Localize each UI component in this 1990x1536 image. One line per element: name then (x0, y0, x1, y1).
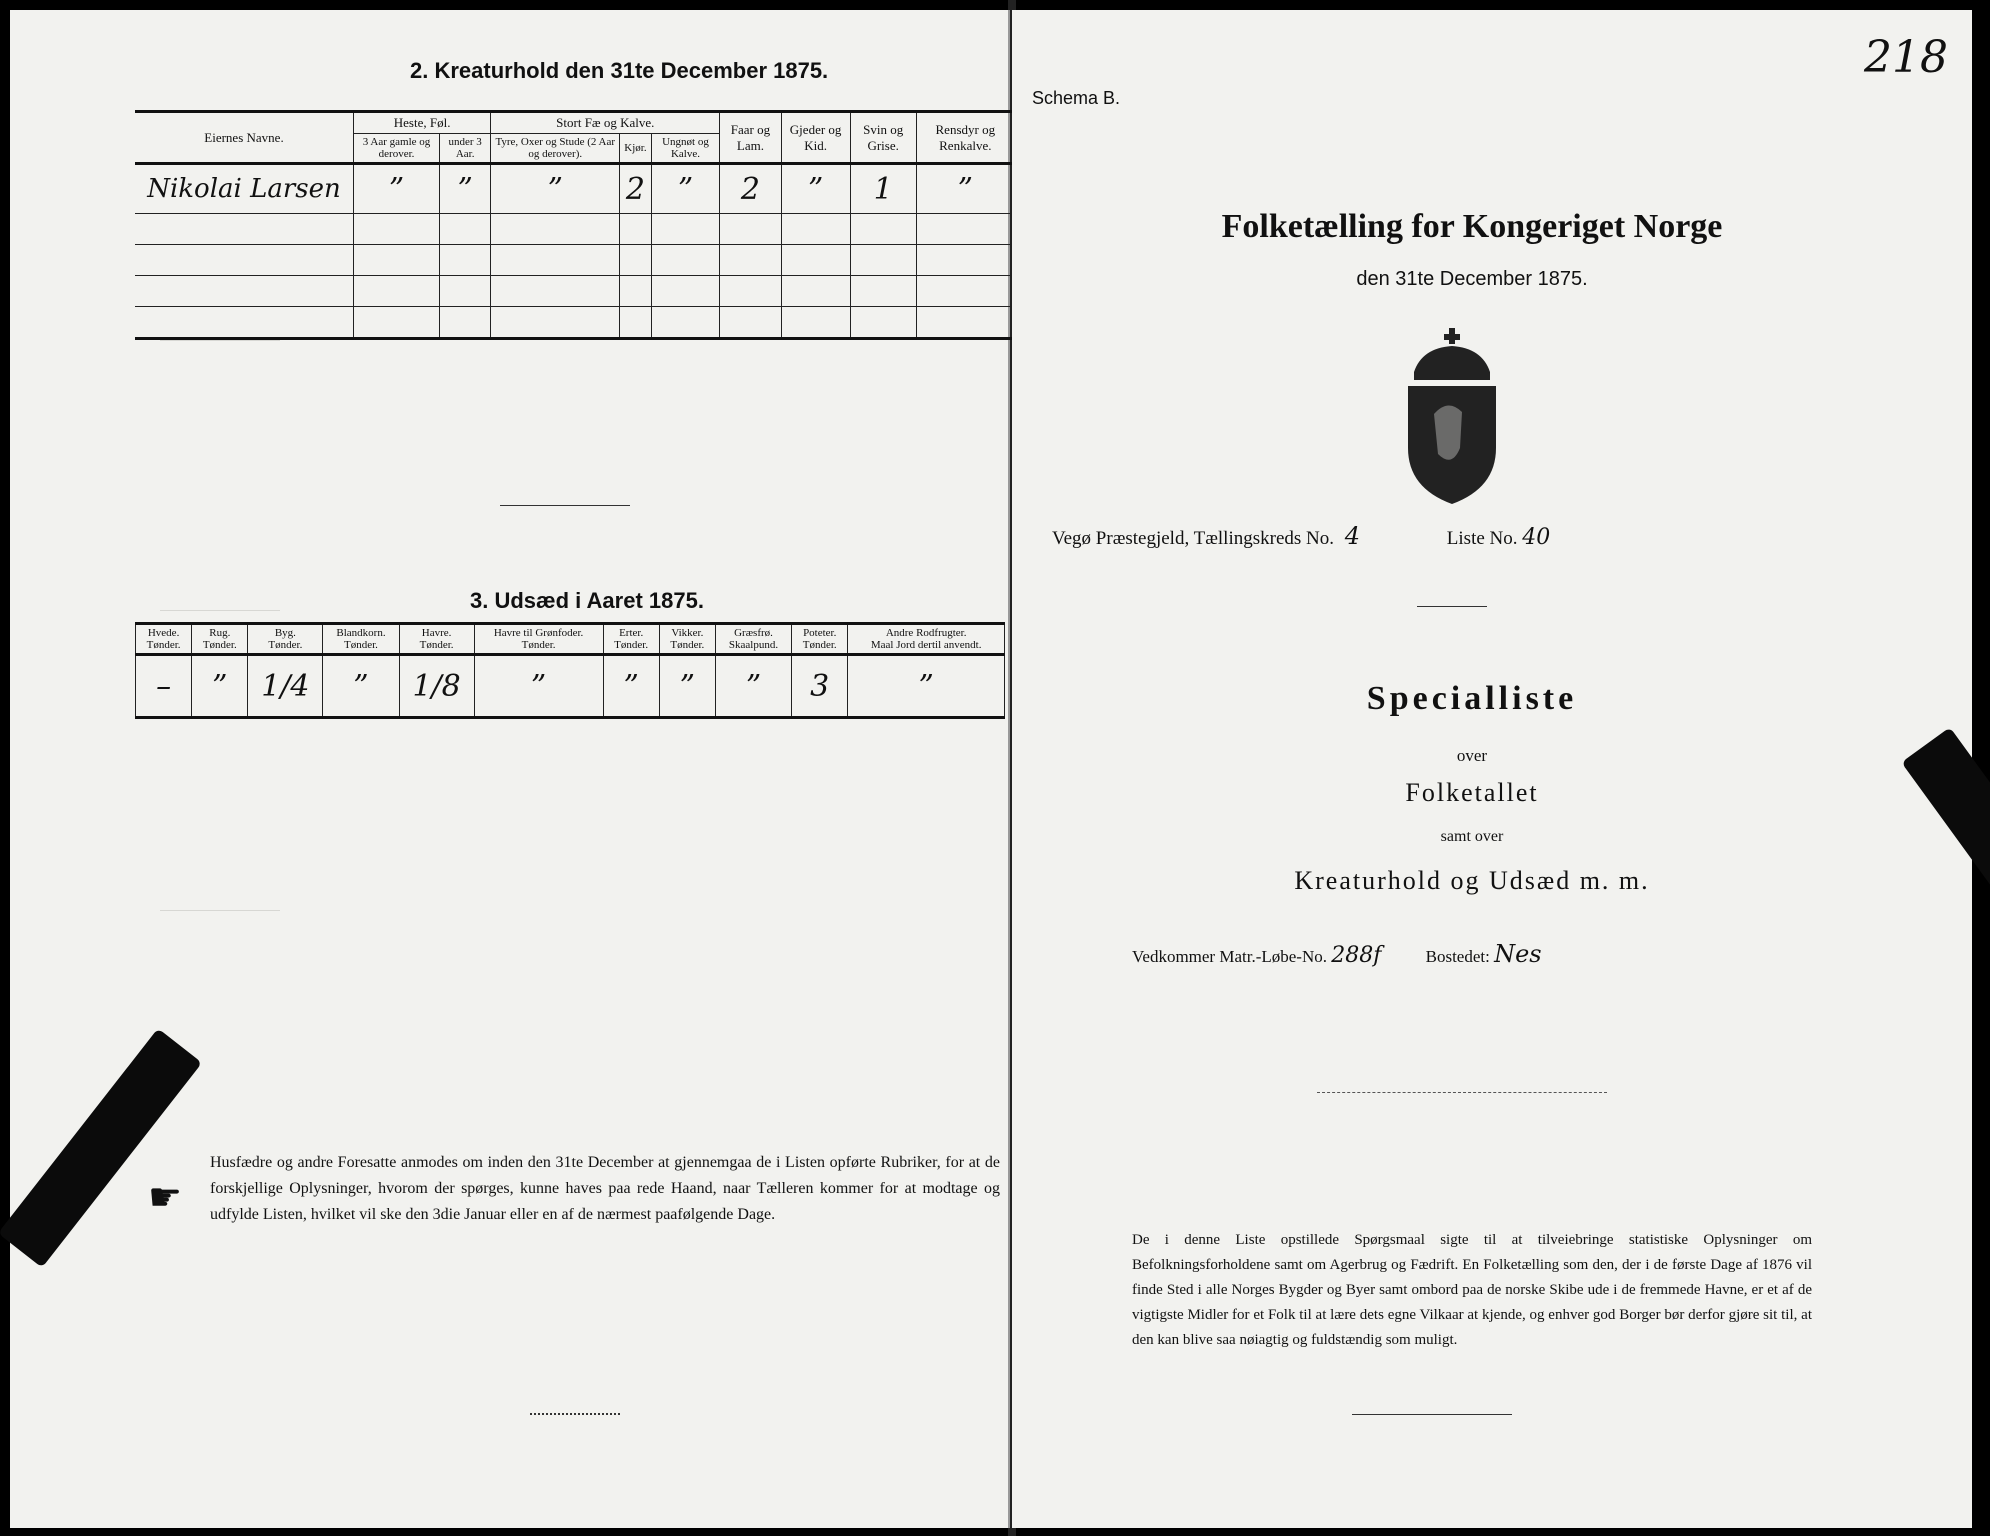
table-row (135, 276, 1015, 307)
havre-value: 1/8 (399, 655, 474, 718)
faar-value: 2 (720, 164, 781, 214)
rensdyr-header: Rensdyr og Renkalve. (916, 112, 1014, 164)
svin-value: 1 (850, 164, 916, 214)
havre-header: Havre. Tønder. (399, 624, 474, 655)
matr-label: Vedkommer Matr.-Løbe-No. (1132, 947, 1327, 966)
byg-value: 1/4 (248, 655, 323, 718)
page-number: 218 (1864, 32, 1948, 83)
tyre-value: ” (491, 164, 620, 214)
owner-header: Eiernes Navne. (135, 112, 354, 164)
blandkorn-value: ” (323, 655, 399, 718)
divider (1317, 1092, 1607, 1093)
divider (1352, 1414, 1512, 1415)
erter-value: ” (603, 655, 659, 718)
vikker-header: Vikker. Tønder. (659, 624, 715, 655)
stort-fae-group-header: Stort Fæ og Kalve. (491, 112, 720, 134)
havre-gronfoder-value: ” (474, 655, 603, 718)
erter-header: Erter. Tønder. (603, 624, 659, 655)
divider (1417, 606, 1487, 607)
schema-label: Schema B. (1032, 88, 1121, 108)
heste-gamle-value: ” (354, 164, 440, 214)
folketallet-label: Folketallet (1405, 778, 1539, 807)
heste-under-header: under 3 Aar. (440, 134, 491, 164)
main-title: Folketælling for Kongeriget Norge (1221, 208, 1723, 245)
date-subtitle: den 31te December 1875. (1356, 268, 1588, 290)
heste-under-value: ” (440, 164, 491, 214)
table-row (135, 164, 1015, 214)
table-row (135, 245, 1015, 276)
livestock-table (135, 110, 1015, 340)
district-line (1052, 522, 1550, 550)
rensdyr-value: ” (916, 164, 1014, 214)
owner-name: Nikolai Larsen (135, 164, 354, 214)
table-row (136, 655, 1005, 718)
tyre-header: Tyre, Oxer og Stude (2 Aar og derover). (491, 134, 620, 164)
bosted-value: Nes (1494, 940, 1542, 968)
rug-value: ” (192, 655, 248, 718)
poteter-header: Poteter. Tønder. (792, 624, 848, 655)
bleed-through-line (160, 610, 280, 611)
hvede-header: Hvede. Tønder. (136, 624, 192, 655)
section2-title: 2. Kreaturhold den 31te December 1875. (410, 58, 829, 83)
table-row (135, 307, 1015, 339)
hvede-value: – (136, 655, 192, 718)
faar-header: Faar og Lam. (720, 112, 781, 164)
pointing-hand-icon: ☛ (148, 1177, 183, 1219)
kjoer-header: Kjør. (620, 134, 651, 164)
divider (500, 505, 630, 506)
notice-text: Husfædre og andre Foresatte anmodes om inden den 31te December at gjennemgaa de i Listen opførte Rubriker, for at de forskjellige Oplysninger, hvorom der spørges, kunne haves paa rede Haand, naar Tælleren kommer for at modtage og udfylde Listen, hvilket vil ske den 3die Januar eller en af de nærmest paafølgende Dage. (210, 1154, 1000, 1223)
bleed-through-line (160, 340, 280, 341)
right-page (1012, 10, 1972, 1528)
heste-gamle-header: 3 Aar gamle og derover. (354, 134, 440, 164)
rug-header: Rug. Tønder. (192, 624, 248, 655)
seed-table (135, 622, 1005, 719)
liste-number: 40 (1522, 525, 1551, 550)
havre-gronfoder-header: Havre til Grønfoder. Tønder. (474, 624, 603, 655)
divider (530, 1413, 620, 1415)
kjoer-value: 2 (620, 164, 651, 214)
table-row (135, 214, 1015, 245)
bleed-through-line (160, 910, 280, 911)
vikker-value: ” (659, 655, 715, 718)
section3-title: 3. Udsæd i Aaret 1875. (470, 588, 704, 613)
graesfro-value: ” (715, 655, 791, 718)
liste-label: Liste No. (1446, 528, 1518, 549)
andre-rodfrugter-header: Andre Rodfrugter. Maal Jord dertil anvendt. (848, 624, 1005, 655)
specialliste-title: Specialliste (1366, 680, 1578, 717)
district-prefix: Vegø Præstegjeld, Tællingskreds No. (1052, 528, 1335, 549)
poteter-value: 3 (792, 655, 848, 718)
samt-over-label: samt over (1440, 828, 1504, 845)
andre-rodfrugter-value: ” (848, 655, 1005, 718)
ungnot-value: ” (651, 164, 720, 214)
intro-paragraph: De i denne Liste opstillede Spørgsmaal sigte til at tilveiebringe statistiske Oplysninger om Befolkningsforholdene samt om Agerbrug og Fædrift. En Folketælling som den, der i de første Dage af 1876 vil finde Sted i alle Norges Bygder og Byer samt ombord paa de norske Skibe ude i de fremmede Havne, er et af de vigtigste Midler for et Folk til at lære dets egne Vilkaar at kjende, og enhver god Borger bør derfor gjøre sit til, at den kan blive saa nøiagtig og fuldstændig som muligt. (1132, 1232, 1812, 1348)
svin-header: Svin og Grise. (850, 112, 916, 164)
graesfro-header: Græsfrø. Skaalpund. (715, 624, 791, 655)
left-page (10, 10, 1010, 1528)
heste-group-header: Heste, Føl. (354, 112, 491, 134)
matr-number: 288f (1331, 943, 1382, 968)
page-clamp (0, 1028, 202, 1267)
ungnot-header: Ungnøt og Kalve. (651, 134, 720, 164)
norwegian-coat-of-arms-icon (1392, 328, 1512, 508)
matr-line (1132, 940, 1542, 968)
kreaturhold-label: Kreaturhold og Udsæd m. m. (1294, 866, 1650, 895)
byg-header: Byg. Tønder. (248, 624, 323, 655)
kreds-number: 4 (1344, 522, 1361, 550)
page-clamp (1901, 727, 1990, 973)
over-label: over (1456, 746, 1488, 765)
blandkorn-header: Blandkorn. Tønder. (323, 624, 399, 655)
gjeder-value: ” (781, 164, 850, 214)
bosted-label: Bostedet: (1425, 947, 1490, 966)
gjeder-header: Gjeder og Kid. (781, 112, 850, 164)
